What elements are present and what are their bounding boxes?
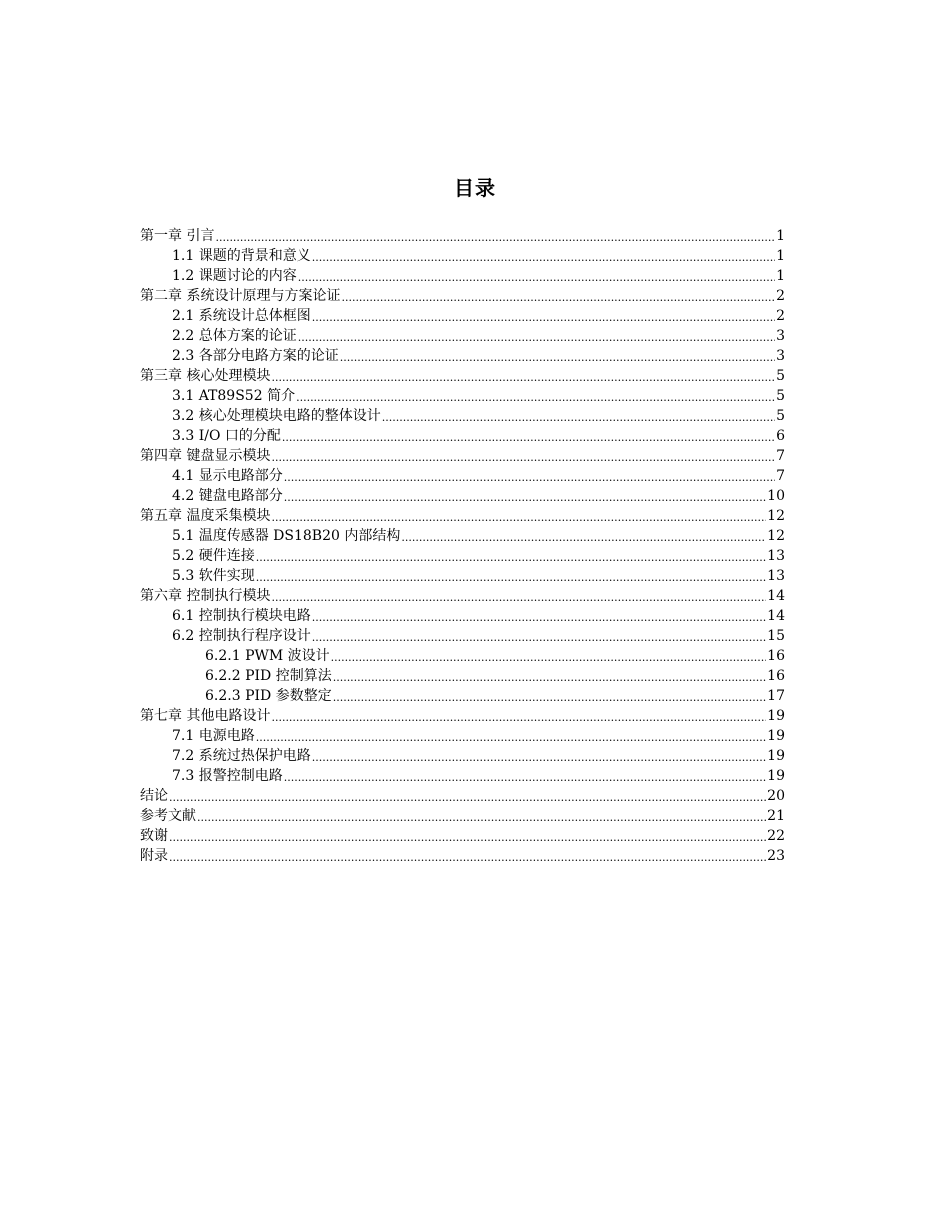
toc-entry-page-number: 12 [767, 508, 785, 524]
toc-entry-page-number: 19 [767, 728, 785, 744]
toc-entry-page-number: 1 [776, 228, 785, 244]
toc-leader-dots [256, 726, 766, 746]
toc-leader-dots [271, 446, 775, 466]
toc-entry-label: 5.3 软件实现 [172, 568, 255, 584]
toc-entry[interactable] [140, 406, 785, 426]
toc-leader-dots [215, 226, 775, 246]
toc-entry[interactable] [140, 846, 785, 866]
toc-leader-dots [271, 706, 766, 726]
toc-leader-dots [340, 346, 775, 366]
toc-entry-page-number: 13 [767, 548, 785, 564]
toc-entry[interactable] [140, 446, 785, 466]
toc-leader-dots [298, 326, 775, 346]
toc-leader-dots [333, 686, 766, 706]
toc-entry-label: 第七章 其他电路设计 [140, 708, 271, 724]
toc-leader-dots [284, 466, 775, 486]
toc-entry-page-number: 21 [767, 808, 785, 824]
toc-entry-label: 6.2.1 PWM 波设计 [205, 648, 330, 664]
toc-entry[interactable] [140, 266, 785, 286]
toc-leader-dots [256, 566, 766, 586]
toc-entry-page-number: 5 [776, 408, 785, 424]
toc-leader-dots [282, 426, 775, 446]
toc-leader-dots [296, 386, 775, 406]
toc-entry-page-number: 1 [776, 248, 785, 264]
toc-entry[interactable] [140, 766, 785, 786]
toc-entry-label: 第四章 键盘显示模块 [140, 448, 271, 464]
toc-entry[interactable] [140, 746, 785, 766]
toc-entry-page-number: 10 [767, 488, 785, 504]
toc-entry[interactable] [140, 286, 785, 306]
toc-entry-label: 7.1 电源电路 [172, 728, 255, 744]
toc-entry-page-number: 3 [776, 328, 785, 344]
toc-entry[interactable] [140, 326, 785, 346]
toc-entry-label: 结论 [140, 788, 168, 804]
toc-entry-page-number: 7 [776, 448, 785, 464]
toc-leader-dots [284, 766, 766, 786]
toc-leader-dots [169, 826, 766, 846]
toc-leader-dots [341, 286, 775, 306]
toc-entry[interactable] [140, 686, 785, 706]
toc-entry-page-number: 20 [767, 788, 785, 804]
toc-entry[interactable] [140, 726, 785, 746]
toc-entry-page-number: 19 [767, 748, 785, 764]
toc-entry-label: 6.2.2 PID 控制算法 [205, 668, 332, 684]
toc-entry-label: 1.2 课题讨论的内容 [172, 268, 297, 284]
toc-entry-page-number: 13 [767, 568, 785, 584]
toc-entry-label: 4.1 显示电路部分 [172, 468, 283, 484]
toc-entry-label: 3.2 核心处理模块电路的整体设计 [172, 408, 381, 424]
toc-entry-label: 6.2 控制执行程序设计 [172, 628, 311, 644]
toc-entry-page-number: 15 [767, 628, 785, 644]
toc-leader-dots [312, 306, 775, 326]
toc-entry-label: 第五章 温度采集模块 [140, 508, 271, 524]
toc-entry-label: 附录 [140, 848, 168, 864]
toc-entry-page-number: 19 [767, 768, 785, 784]
toc-entry[interactable] [140, 786, 785, 806]
toc-entry-page-number: 5 [776, 368, 785, 384]
toc-entry-label: 5.2 硬件连接 [172, 548, 255, 564]
toc-leader-dots [333, 666, 766, 686]
toc-entry[interactable] [140, 366, 785, 386]
toc-entry-label: 6.1 控制执行模块电路 [172, 608, 311, 624]
toc-entry-label: 第六章 控制执行模块 [140, 588, 271, 604]
toc-entry[interactable] [140, 246, 785, 266]
toc-leader-dots [271, 366, 775, 386]
toc-leader-dots [256, 546, 766, 566]
toc-leader-dots [284, 486, 766, 506]
toc-entry-label: 7.3 报警控制电路 [172, 768, 283, 784]
toc-leader-dots [312, 746, 766, 766]
toc-entry-page-number: 12 [767, 528, 785, 544]
toc-entry[interactable] [140, 386, 785, 406]
toc-entry[interactable] [140, 646, 785, 666]
toc-entry[interactable] [140, 466, 785, 486]
toc-entry-page-number: 19 [767, 708, 785, 724]
toc-entry[interactable] [140, 826, 785, 846]
toc-entry-page-number: 16 [767, 668, 785, 684]
toc-entry-label: 2.1 系统设计总体框图 [172, 308, 311, 324]
toc-entry[interactable] [140, 626, 785, 646]
toc-leader-dots [312, 246, 775, 266]
table-of-contents [140, 226, 785, 866]
toc-entry[interactable] [140, 486, 785, 506]
toc-entry-label: 7.2 系统过热保护电路 [172, 748, 311, 764]
toc-entry-page-number: 2 [776, 308, 785, 324]
toc-entry-label: 第二章 系统设计原理与方案论证 [140, 288, 341, 304]
toc-entry-label: 4.2 键盘电路部分 [172, 488, 283, 504]
toc-entry-page-number: 6 [776, 428, 785, 444]
toc-entry-page-number: 22 [767, 828, 785, 844]
toc-entry-page-number: 14 [767, 608, 785, 624]
toc-entry[interactable] [140, 306, 785, 326]
toc-leader-dots [271, 506, 766, 526]
toc-entry[interactable] [140, 526, 785, 546]
toc-entry-page-number: 5 [776, 388, 785, 404]
toc-entry-page-number: 7 [776, 468, 785, 484]
toc-entry[interactable] [140, 606, 785, 626]
toc-entry-page-number: 1 [776, 268, 785, 284]
toc-leader-dots [197, 806, 766, 826]
toc-entry[interactable] [140, 806, 785, 826]
toc-entry[interactable] [140, 586, 785, 606]
toc-leader-dots [401, 526, 766, 546]
toc-leader-dots [271, 586, 766, 606]
toc-entry[interactable] [140, 546, 785, 566]
toc-leader-dots [331, 646, 767, 666]
toc-entry-page-number: 3 [776, 348, 785, 364]
toc-entry[interactable] [140, 346, 785, 366]
toc-leader-dots [312, 626, 766, 646]
toc-entry-page-number: 17 [767, 688, 785, 704]
toc-entry[interactable] [140, 666, 785, 686]
toc-entry-label: 6.2.3 PID 参数整定 [205, 688, 332, 704]
toc-entry-label: 1.1 课题的背景和意义 [172, 248, 311, 264]
toc-entry-label: 3.1 AT89S52 简介 [172, 388, 296, 404]
toc-entry-label: 3.3 I/O 口的分配 [172, 428, 281, 444]
toc-entry-label: 5.1 温度传感器 DS18B20 内部结构 [172, 528, 401, 544]
toc-entry-label: 2.2 总体方案的论证 [172, 328, 297, 344]
toc-entry[interactable] [140, 226, 785, 246]
toc-entry-page-number: 2 [776, 288, 785, 304]
toc-entry-label: 参考文献 [140, 808, 196, 824]
toc-entry[interactable] [140, 706, 785, 726]
toc-entry-label: 第一章 引言 [140, 228, 215, 244]
toc-entry-page-number: 23 [767, 848, 785, 864]
toc-leader-dots [169, 846, 766, 866]
toc-entry-label: 致谢 [140, 828, 168, 844]
toc-leader-dots [382, 406, 775, 426]
toc-leader-dots [169, 786, 766, 806]
toc-entry[interactable] [140, 566, 785, 586]
toc-entry[interactable] [140, 426, 785, 446]
page-title: 目录 [454, 176, 496, 200]
toc-leader-dots [298, 266, 775, 286]
toc-entry-label: 2.3 各部分电路方案的论证 [172, 348, 339, 364]
toc-entry-page-number: 16 [767, 648, 785, 664]
toc-leader-dots [312, 606, 766, 626]
toc-entry-label: 第三章 核心处理模块 [140, 368, 271, 384]
toc-entry-page-number: 14 [767, 588, 785, 604]
toc-entry[interactable] [140, 506, 785, 526]
